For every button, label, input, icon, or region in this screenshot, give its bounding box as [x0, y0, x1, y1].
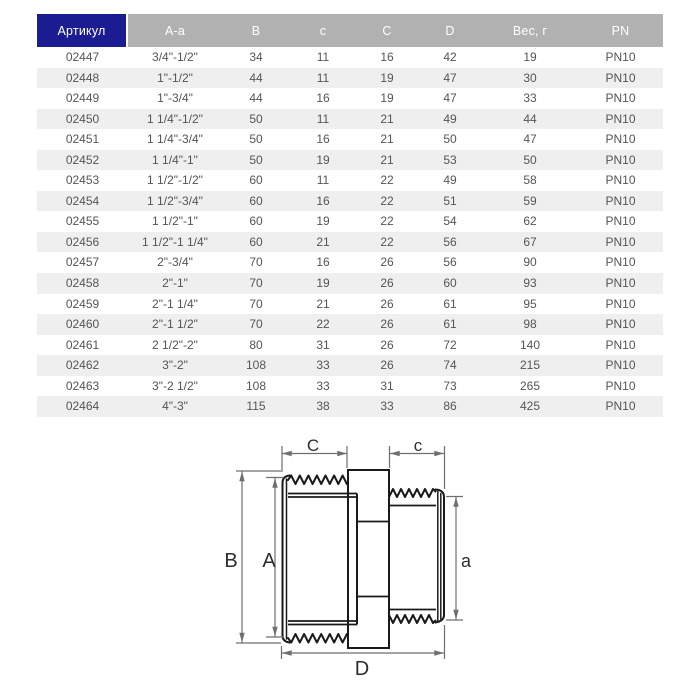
table-row	[37, 150, 663, 171]
table-cell: 47	[523, 132, 537, 147]
table-cell: 21	[316, 234, 330, 249]
table-cell: 33	[316, 378, 330, 393]
table-cell: 02452	[65, 152, 100, 167]
table-cell: 70	[249, 296, 263, 311]
table-cell: 19	[523, 50, 537, 64]
table-cell: PN10	[605, 255, 636, 270]
table-cell: 70	[249, 276, 263, 291]
table-cell: 19	[316, 214, 330, 229]
table-row	[37, 129, 663, 150]
table-cell: 58	[523, 173, 537, 188]
dim-label-a-lower: a	[460, 551, 472, 571]
table-row	[37, 68, 663, 89]
table-cell: 265	[519, 378, 541, 393]
table-cell: 1"-3/4"	[157, 91, 193, 106]
table-cell: 51	[443, 193, 457, 208]
table-cell: 26	[380, 337, 394, 352]
table-header	[37, 14, 663, 47]
table-cell: 1 1/4"-1/2"	[147, 111, 203, 126]
table-cell: 02462	[65, 358, 100, 373]
table-cell: 19	[316, 152, 330, 167]
table-cell: 47	[443, 70, 457, 85]
table-cell: 108	[245, 358, 267, 373]
table-cell: 59	[523, 193, 537, 208]
table-cell: 90	[523, 255, 537, 270]
table-cell: 19	[380, 91, 394, 106]
table-cell: 02451	[65, 132, 100, 147]
table-cell: 38	[316, 399, 330, 414]
dim-label-B: B	[224, 550, 238, 572]
table-cell: 49	[443, 173, 457, 188]
table-cell: 60	[443, 276, 457, 291]
table-cell: 22	[380, 173, 394, 188]
table-cell: 11	[316, 70, 330, 85]
table-cell: 22	[316, 317, 330, 332]
table-cell: 19	[380, 70, 394, 85]
table-cell: 02463	[65, 378, 100, 393]
table-cell: 70	[249, 317, 263, 332]
table-cell: PN10	[605, 276, 636, 291]
table-cell: 02455	[65, 214, 100, 229]
table-cell: 02453	[65, 173, 100, 188]
table-body	[37, 47, 663, 417]
header-cell-7: PN	[578, 14, 663, 47]
table-row	[37, 232, 663, 253]
table-cell: 98	[523, 317, 537, 332]
table-cell: 02447	[65, 50, 100, 64]
table-row	[37, 211, 663, 232]
table-cell: 61	[443, 317, 457, 332]
table-cell: PN10	[605, 358, 636, 373]
table-cell: 50	[443, 132, 457, 147]
table-row	[37, 396, 663, 417]
table-cell: 1 1/4"-1"	[152, 152, 198, 167]
table-cell: 33	[523, 91, 537, 106]
fitting-diagram	[210, 436, 482, 686]
table-cell: 73	[443, 378, 457, 393]
table-cell: PN10	[605, 193, 636, 208]
table-row	[37, 335, 663, 356]
table-cell: 50	[523, 152, 537, 167]
table-cell: 26	[380, 317, 394, 332]
table-cell: 02456	[65, 234, 100, 249]
header-cell-0: Артикул	[37, 14, 128, 47]
table-cell: 31	[316, 337, 330, 352]
table-cell: 56	[443, 234, 457, 249]
table-cell: 1 1/2"-1 1/4"	[142, 234, 208, 249]
table-cell: 60	[249, 214, 263, 229]
table-cell: 62	[523, 214, 537, 229]
table-cell: 26	[380, 276, 394, 291]
table-cell: 42	[443, 50, 457, 64]
table-cell: 31	[380, 378, 394, 393]
table-cell: 60	[249, 234, 263, 249]
table-cell: 2 1/2"-2"	[152, 337, 198, 352]
table-cell: 2"-1"	[162, 276, 188, 291]
table-cell: 2"-1 1/2"	[152, 317, 198, 332]
table-cell: 02457	[65, 255, 100, 270]
left-body-outline	[283, 476, 350, 643]
table-cell: 44	[249, 91, 263, 106]
table-cell: 22	[380, 214, 394, 229]
table-cell: 22	[380, 193, 394, 208]
table-cell: 02449	[65, 91, 100, 106]
table-row	[37, 170, 663, 191]
table-cell: 02450	[65, 111, 100, 126]
table-cell: 47	[443, 91, 457, 106]
table-cell: 21	[380, 132, 394, 147]
table-cell: 19	[316, 276, 330, 291]
dim-label-C-upper: C	[306, 436, 320, 455]
table-cell: 21	[380, 152, 394, 167]
table-cell: PN10	[605, 111, 636, 126]
table-cell: 11	[316, 173, 330, 188]
table-cell: PN10	[605, 234, 636, 249]
table-cell: PN10	[605, 296, 636, 311]
table-row	[37, 191, 663, 212]
table-row	[37, 88, 663, 109]
table-cell: 54	[443, 214, 457, 229]
table-cell: 93	[523, 276, 537, 291]
table-cell: 33	[316, 358, 330, 373]
table-cell: 115	[246, 399, 266, 414]
table-cell: 1 1/4"-3/4"	[147, 132, 203, 147]
table-cell: 26	[380, 358, 394, 373]
table-cell: PN10	[605, 70, 636, 85]
table-cell: 26	[380, 296, 394, 311]
table-cell: 49	[443, 111, 457, 126]
table-cell: 02448	[65, 70, 100, 85]
table-cell: 16	[316, 193, 330, 208]
table-cell: 02458	[65, 276, 100, 291]
table-cell: 02454	[65, 193, 100, 208]
table-cell: 80	[249, 337, 263, 352]
header-cell-4: C	[356, 14, 418, 47]
table-cell: 1 1/2"-1"	[152, 214, 198, 229]
table-cell: 67	[523, 234, 537, 249]
table-cell: 21	[380, 111, 394, 126]
table-cell: 30	[523, 70, 537, 85]
table-cell: 95	[523, 296, 537, 311]
table-cell: 4"-3"	[162, 399, 188, 414]
table-row	[37, 376, 663, 397]
table-cell: PN10	[605, 152, 636, 167]
table-row	[37, 273, 663, 294]
table-row	[37, 355, 663, 376]
table-cell: 53	[443, 152, 457, 167]
table-cell: PN10	[605, 132, 636, 147]
table-cell: PN10	[605, 91, 636, 106]
header-cell-2: B	[222, 14, 290, 47]
table-row	[37, 252, 663, 273]
dim-label-c-lower: c	[413, 436, 423, 455]
table-row	[37, 294, 663, 315]
table-cell: 02459	[65, 296, 100, 311]
table-cell: 3"-2 1/2"	[152, 378, 198, 393]
table-cell: PN10	[605, 173, 636, 188]
table-cell: 16	[316, 255, 330, 270]
dim-label-A: A	[262, 550, 276, 572]
table-cell: 3/4"-1/2"	[152, 50, 198, 64]
table-cell: 140	[519, 337, 541, 352]
table-cell: 11	[316, 111, 330, 126]
table-cell: 02460	[65, 317, 100, 332]
table-cell: 21	[316, 296, 330, 311]
dim-label-D: D	[354, 658, 370, 680]
table-cell: 215	[519, 358, 541, 373]
table-cell: 2"-3/4"	[157, 255, 193, 270]
table-cell: 50	[249, 132, 263, 147]
table-cell: 44	[523, 111, 537, 126]
table-cell: 50	[249, 111, 263, 126]
table-cell: 44	[249, 70, 263, 85]
table-cell: 2"-1 1/4"	[152, 296, 198, 311]
header-cell-1: A-a	[128, 14, 222, 47]
table-cell: 74	[443, 358, 457, 373]
table-cell: 02464	[65, 399, 100, 414]
table-cell: 33	[380, 399, 394, 414]
table-cell: 26	[380, 255, 394, 270]
table-cell: PN10	[605, 399, 636, 414]
table-cell: PN10	[605, 378, 636, 393]
table-cell: 108	[245, 378, 267, 393]
header-cell-5: D	[418, 14, 482, 47]
header-cell-3: c	[290, 14, 356, 47]
table-cell: 60	[249, 193, 263, 208]
table-cell: 3"-2"	[162, 358, 188, 373]
table-row	[37, 47, 663, 68]
table-cell: 11	[316, 50, 330, 64]
table-cell: 50	[249, 152, 263, 167]
table-cell: 16	[316, 132, 330, 147]
table-cell: 60	[249, 173, 263, 188]
table-cell: 16	[380, 50, 394, 64]
table-cell: 425	[519, 399, 541, 414]
table-cell: 02461	[65, 337, 100, 352]
table-cell: PN10	[605, 50, 636, 64]
table-row	[37, 109, 663, 130]
table-cell: 16	[316, 91, 330, 106]
table-cell: 61	[443, 296, 457, 311]
table-row	[37, 314, 663, 335]
table-cell: PN10	[605, 337, 636, 352]
table-cell: 70	[249, 255, 263, 270]
table-cell: PN10	[605, 214, 636, 229]
spec-table	[37, 14, 663, 417]
table-cell: 1"-1/2"	[157, 70, 193, 85]
table-cell: 86	[443, 399, 457, 414]
table-cell: 1 1/2"-3/4"	[147, 193, 203, 208]
table-cell: 1 1/2"-1/2"	[147, 173, 203, 188]
table-cell: 34	[249, 50, 263, 64]
table-cell: 72	[443, 337, 457, 352]
table-cell: 56	[443, 255, 457, 270]
right-body-outline	[389, 489, 444, 623]
table-cell: PN10	[605, 317, 636, 332]
header-cell-6: Вес, г	[482, 14, 578, 47]
table-cell: 22	[380, 234, 394, 249]
